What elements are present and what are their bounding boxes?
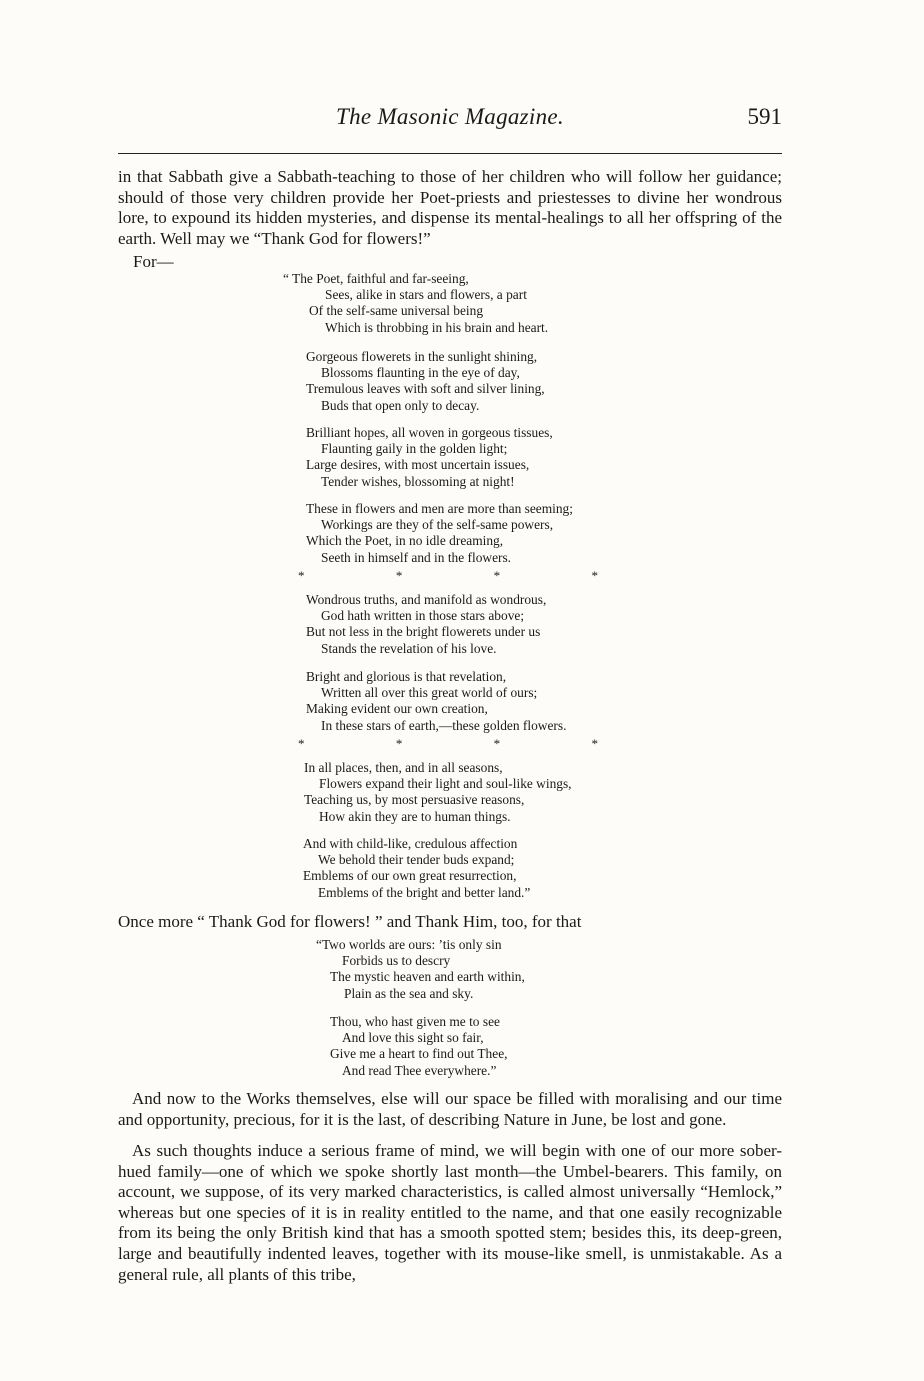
poem-line: Tender wishes, blossoming at night! — [321, 473, 515, 489]
poem-line: Flaunting gaily in the golden light; — [321, 441, 508, 457]
poem-one-stanza-8 — [303, 836, 530, 901]
asterisk: * — [591, 736, 598, 751]
poem-line: We behold their tender buds expand; — [318, 852, 515, 868]
poem-one-stanza-6 — [306, 669, 566, 734]
poem-one-stanza-3 — [306, 425, 553, 490]
poem-line: Which is throbbing in his brain and heart. — [325, 319, 549, 335]
poem-line: Buds that open only to decay. — [321, 397, 480, 413]
for-label: For— — [133, 252, 174, 271]
poem-line: Bright and glorious is that revelation, — [306, 669, 507, 684]
page-header — [118, 104, 782, 134]
poem-line: And read Thee everywhere.” — [342, 1062, 497, 1078]
poem-line: Sees, alike in stars and flowers, a part — [325, 287, 527, 303]
poem-line: Large desires, with most uncertain issues, — [306, 457, 530, 473]
poem-line: These in flowers and men are more than seeming; — [306, 501, 573, 516]
once-more-line: Once more “ Thank God for flowers! ” and Thank Him, too, for that — [118, 912, 582, 931]
opening-paragraph: in that Sabbath give a Sabbath-teaching to those of her children who will follow her guidance; should of those very children provide her Poet-priests and priestesses to divine her wondrous lore, to expound its hidden mysteries, and dispense its mental-healings to all her offspring of the earth. Well may we “Thank God for flowers!” — [118, 167, 782, 248]
poem-line: Gorgeous flowerets in the sunlight shining, — [306, 349, 538, 364]
poem-line: “ The Poet, faithful and far-seeing, — [283, 271, 469, 286]
page-number: 591 — [747, 104, 782, 129]
poem-one-stanza-5 — [306, 592, 546, 657]
asterisk: * — [591, 568, 598, 583]
poem-line: Of the self-same universal being — [309, 303, 484, 319]
poem-line: Brilliant hopes, all woven in gorgeous tissues, — [306, 425, 553, 440]
poem-line: Wondrous truths, and manifold as wondrous, — [306, 592, 547, 607]
poem-line: The mystic heaven and earth within, — [330, 969, 525, 985]
poem-two-stanza-1 — [316, 937, 525, 1002]
poem-line: Which the Poet, in no idle dreaming, — [306, 533, 504, 549]
paragraph-hemlock: As such thoughts induce a serious frame of mind, we will begin with one of our more sober-hued family—one of which we spoke shortly last month—the Umbel-bearers. This family, on account, we suppose, of its very marked characteristics, is called almost universally “Hemlock,” whereas but one species of it is in reality entitled to the name, and that one easily recognizable from its being the only British kind that has a smooth spotted stem; besides this, its deep-green, large and beautifully indented leaves, together with its mouse-like smell, is unmistakable. As a general rule, all plants of this tribe, — [118, 1141, 782, 1284]
asterisk: * — [298, 568, 305, 583]
poem-line: Emblems of the bright and better land.” — [318, 884, 531, 900]
poem-line: Blossoms flaunting in the eye of day, — [321, 365, 520, 381]
poem-line: Plain as the sea and sky. — [344, 985, 474, 1001]
poem-line: Written all over this great world of ours; — [321, 685, 538, 701]
poem-line: How akin they are to human things. — [319, 808, 511, 824]
poem-line: Forbids us to descry — [342, 953, 451, 969]
poem-one-stanza-4 — [306, 501, 573, 566]
asterisk: * — [395, 736, 403, 751]
asterisk: * — [298, 736, 305, 751]
poem-line: Emblems of our own great resurrection, — [303, 868, 517, 884]
poem-line: Teaching us, by most persuasive reasons, — [304, 792, 525, 808]
poem-line: And love this sight so fair, — [342, 1030, 484, 1046]
running-title: The Masonic Magazine. — [336, 104, 564, 129]
poem-line: Give me a heart to find out Thee, — [330, 1046, 508, 1062]
stanza-separator — [298, 568, 598, 584]
poem-one-stanza-1 — [283, 271, 548, 336]
poem-line: Thou, who hast given me to see — [330, 1014, 500, 1029]
poem-two-stanza-2 — [330, 1014, 508, 1079]
poem-line: Seeth in himself and in the flowers. — [321, 549, 512, 565]
stanza-separator — [298, 736, 598, 752]
asterisk: * — [395, 568, 403, 583]
header-rule — [118, 153, 782, 154]
poem-line: But not less in the bright flowerets under us — [306, 624, 541, 640]
poem-line: Making evident our own creation, — [306, 701, 488, 717]
poem-line: In these stars of earth,—these golden flowers. — [321, 717, 567, 733]
poem-line: Tremulous leaves with soft and silver lining, — [306, 381, 545, 397]
poem-line: Flowers expand their light and soul-like wings, — [319, 776, 572, 792]
asterisk: * — [493, 568, 501, 583]
poem-one-stanza-2 — [306, 349, 545, 414]
poem-one-stanza-7 — [304, 760, 572, 825]
poem-line: In all places, then, and in all seasons, — [304, 760, 503, 775]
poem-line: Stands the revelation of his love. — [321, 640, 497, 656]
paragraph-works: And now to the Works themselves, else will our space be filled with moralising and our time and opportunity, precious, for it is the last, of describing Nature in June, be lost and gone. — [118, 1089, 782, 1129]
poem-line: God hath written in those stars above; — [321, 608, 525, 624]
poem-line: “Two worlds are ours: ’tis only sin — [316, 937, 502, 952]
asterisk: * — [493, 736, 501, 751]
poem-line: And with child-like, credulous affection — [303, 836, 518, 851]
poem-line: Workings are they of the self-same powers, — [321, 517, 554, 533]
